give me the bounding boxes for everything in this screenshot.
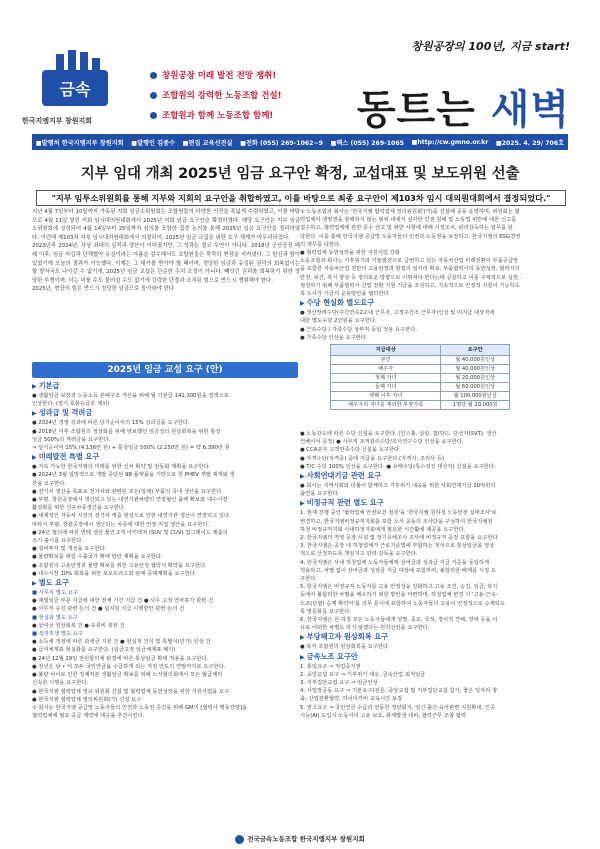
list-item: 의 책무를 다한다.	[300, 241, 341, 248]
list-item: ● 노동강도에 따른 수당 신설을 요구한다. (인스톨, 실링, 갭/단드, 단선자(SVT), 생산	[300, 431, 497, 437]
list-item: ● 한국지엠 협력업체 정의위원회(가) 신설 요구	[32, 696, 142, 703]
intro-column	[32, 208, 300, 294]
triangle-icon: ▶	[32, 454, 39, 462]
list-item: 3. 지부집단교섭 요구 ⇒ 임금인상	[300, 680, 378, 687]
subhead-quote: "지부 임투소위원회를 통해 지부와 지회의 요구안을 취합하였고, 이를 바탕으로 최종 요구안이 제103차 임시 대의원대회에서 결정되었다."	[36, 190, 566, 206]
list-item: 인상한다. (정기 호봉승급분 제외)	[32, 401, 110, 408]
list-item: ● 불량 차이로 인한 징계처분 생활임금 확보를 위해 노사협의회에서 모든 월급제의	[32, 672, 223, 679]
list-item: ● 2018년 이후 조합원의 정상화를 위해 양보했던 임금성의 원상회복을 위한 통상	[32, 428, 221, 435]
list-item: ● 조합원의 고용안정과 물량 확보를 위한 고용안정 협약서 확약을 요구한다.	[32, 562, 207, 569]
sub-heading: ■ 사무직 별도 요구	[32, 590, 78, 597]
list-item: 2. 한국지엠의 직영 공장 시설 및 정기유해조사 조사에 비정규직 공정 포함을 요구한다.	[300, 535, 500, 542]
list-item: ● 2024년 경영 성과에 따른 당기순이익의 15% 성과급을 요구한다.	[32, 420, 190, 427]
triangle-icon: ▶	[300, 500, 307, 508]
list-item: 변경하고, 한국지엠비정규직지회를 포함 노사 공동의 조사단을 구성하여 한국지엠원	[300, 518, 493, 525]
list-item: 력업체의 생명권을 침해하지 않는 범위 내에서 심각한 인권 침해 및 노동법 위반에 대한 신고를	[300, 217, 517, 224]
intro-paragraph: 지난 4월 7일부터 10일까지 가동된 지회 임금소위원회는 조합원들의 다양한 의견을 폭넓게 수렴하였고, 이를 바탕으로 4월 11일 열린 지회 임시대의원대회에서 2025년 지회 임금 요구안을 확정하였다. 해당 요구안은 지부 임금소위원회에 상정되어 4월 14일부터 25일까지 심의를 포함한 집중 논의를 통해 2025년 임금 요구안을 정리하였다. 이런데 제103차 지부 임시대의원대회에서 의결되어, 2025년 임금 교섭을 위한 요구 체계가 마무리되었다.	[32, 209, 300, 241]
list-item: 하청 비정규직지회 사내하청지회에게 필요한 시간활에 제공을 요구한다.	[300, 526, 466, 533]
list-item: ● 자격수당(자격증) 증대 지급을 요구한다.(자격자, 조리사 등)	[300, 455, 445, 462]
list-item: ● 소득세 개정에 따른 과세금 지원 건 ● 현실적 건식 및 특별식(년가) 인상 건	[32, 639, 211, 646]
list-item: ● 사무직 승진 관련 논의 건 ● 팀지원 지급 시행방안 관련 논의 건	[32, 606, 185, 613]
list-item: 6. 한국지엠은 원·하청 모든 노동자들에게 성별, 종교, 국적, 정치적 견해, 장애 등을 이	[300, 617, 498, 624]
list-item: ● 지속 가능한 한국지엠의 미래를 위한 신차 확약 및 전동화 계획을 요구한다.	[32, 464, 211, 471]
table-row: 배우자외 자녀를 제외한 부양가족 1명당 월 20,000원	[331, 401, 510, 410]
list-item: 적으로 산정하도록 책임지고 관리·감독을 요구한다.	[300, 551, 418, 558]
demand-list-left	[32, 381, 298, 720]
list-item: 활성화를 위한 신규차종생산을 요구한다.	[32, 505, 126, 512]
list-item: 노조(단협) 승계 확약서'를 의무 문서에 포함하여 노동자들의 고용이 안정적으로 승계되도	[300, 600, 505, 607]
list-item: 출, 산업전환협약, 하이디카비 교육시간 보장	[300, 696, 403, 703]
list-item: 협력업체에 필요 공급 계약에 대응을 추진시킨다.	[32, 713, 145, 720]
svg-text:금속: 금속	[59, 80, 91, 99]
section-heading: ▶ 기본급	[32, 381, 60, 390]
section-heading: ▶ 수당 현실화 별도요구	[300, 298, 375, 308]
list-item: 당한다. 이를 통해 한국지엠 공급망 노동자들의 인권과 노동권을 보장하고, 한국지엠의 ESG경영	[300, 233, 521, 240]
list-item: ● 생활임금 보장과 노동소득 분배구조 개선을 위해 월 기본급 141,300원을 정액으로	[32, 393, 229, 399]
list-item: ● 가족수당 인상을 요구한다.	[300, 334, 368, 341]
triangle-icon: ▶	[300, 473, 307, 481]
list-item: 록 명문화를 요구한다.	[300, 608, 352, 615]
list-item: ● 회사는 지역사회와 더불어 함께하고 기후위기 대응을 위한 사회연대기금 10억원의	[300, 483, 496, 490]
demand-list-right-lower	[300, 430, 568, 720]
list-item: 1. 현재 진행 중인 '협력업체 안전보건 점검'을 '한국지엠 원하청 노동안전 실태조사'로	[300, 510, 497, 517]
list-item: ● 재벌임금 부문 지급에 대한 전체 기간 지급 건 ● 사무 고정 연차휴가 관련 건	[32, 598, 214, 605]
list-item: ● 24년 협의에 따른 연래 생산 물인 2개 아키텍쳐 (SUV 및 CUV) 업그레이드 제품의	[32, 529, 228, 536]
list-item: 조기 출시를 요구한다.	[32, 538, 84, 545]
list-item: ⇒ 당기순이익 15% (4,136만 원) + 통상임금 500% (2,250만 원) = 약 6,390만 원	[32, 445, 230, 452]
table-row: 첫째 자녀 월 20,000원인상	[331, 374, 510, 383]
headline: 지부 임대 개최 2025년 임금 요구안 확정, 교섭대표 및 보도위원 선출	[80, 166, 520, 182]
table-header: 지급대상	[331, 345, 441, 356]
list-item: 점검하기 위해 부품협력사 산업 전환 지원 기금을 조성하고, 지속적으로 안정적 지원이 가능하도	[300, 282, 520, 289]
list-item: ● 물량확보를 위한 수출국가 확대 방안 계획을 요구한다.	[32, 554, 163, 561]
table-header: 요구안	[441, 345, 510, 356]
list-item: ● 급여체계표 현실화를 요구한다. (임금고정 임금체계표 폐지)	[32, 647, 176, 654]
triangle-icon: ▶	[32, 383, 39, 390]
table-row: 본인 월 40,000원인상	[331, 356, 510, 365]
sub-heading: ■ 복리후생 별도 요구	[32, 631, 83, 638]
org-name: 한국지엠지부 창원지회	[22, 117, 93, 125]
allowance-table-wrap	[300, 341, 568, 413]
section-heading: ▶ 미래발전 특별 요구	[32, 452, 100, 462]
section-heading: ▶ 성과급 및 격려금	[32, 408, 93, 418]
list-item: 5. 권고요구 ⇒ 국민연금 수급과 연동한 정년회지, 임신·출산·육아관련 지원확대, 인공	[300, 704, 496, 711]
union-mark-icon	[235, 835, 244, 844]
list-item: ● 전기차 생산을 목표로 전기차와 관련된 모든(일체) 부품의 국내 생산을 요구한다	[32, 488, 222, 495]
list-item: ● 복직 조합원의 원상회복을 요구한다.	[300, 644, 390, 651]
union-logo-icon	[40, 48, 110, 114]
list-item: 출연을 요구한다.	[300, 491, 340, 498]
table-row: 배우자 월 40,000원인상	[331, 365, 510, 374]
publication-info-bar: ■발행처 한국지엠지부 창원지회 ■발행인 김종수 ■편집 교육선전실 ■전화 (055) 269-1062~9 ■팩스 (055) 269-1065 ■http://cw.gmno.or.kr ■2025. 4. 29/ 706호	[32, 134, 568, 150]
motto-list	[150, 66, 282, 126]
section-heading: ▶ 비정규직 관련 별도 요구	[300, 498, 384, 508]
list-item: 을 포함한 자동차산업 전반의 고용안정과 양질의 일자리 확보, 부품협력사의 동반성장, 협력사의	[300, 266, 520, 273]
list-item: 3. 한국지엠은 공장 내 하청업체가 근로기준법에 부합하는 정식으로 통상임금을 정상	[300, 543, 495, 550]
list-item: ② 노동조합과 회사는 '한국지엠 협력업체 정의위원회'(가)를 신설해 공동 운영하며, 위원회는 협	[300, 209, 520, 215]
masthead	[0, 0, 600, 152]
list-item: ● 정년은 남 • 여 모두 국민연금을 수급하게 되는 직전 연도의 연말까지로 요구한다.	[32, 663, 226, 670]
table-row: 둘째 자녀 월 60,000원인상	[331, 383, 510, 392]
section-heading: ▶ 금속노조 요구안	[300, 651, 358, 661]
list-item: 안전, 보건, 복지 향상 등 정의로운 방향으로 이뤄져야 한다는데 공감하고 이를 구체적으로 실현 ·	[300, 274, 522, 281]
list-item: 컨베이어 공정) ● 사무직 조직관리수당/조사연구수당 인상을 요구한다.	[300, 439, 464, 446]
list-item: ● 부평, 창원공장에서 생산되고 있는 내연기관차량의 연장형인 플랫 확보와 내수시장	[32, 497, 228, 504]
list-item: 산을 요구한다.	[32, 480, 67, 487]
demand-list-right	[300, 208, 568, 342]
list-item: 1. 통일요구 ⇒ 직업중지권	[300, 663, 361, 670]
triangle-icon: ▶	[32, 580, 39, 588]
list-item: 2. 중앙교섭 요구 ⇒ 기후위기 대응, 금속산업 최저임금	[300, 671, 426, 678]
list-item: 대한 별도수당 2만원을 요구한다.	[300, 318, 377, 325]
list-item: 5. 한국지엠은 비정규직 노동자를 고용 안정성을 강화하고 고용 조건, 승진, 임금, 복지	[300, 584, 498, 591]
list-item: ● 상여금 원상회복 건 ● 유류비 복원 건	[32, 622, 125, 629]
list-item: 4. 사업장공동 요구 ⇒ 기본요구(전문, 중앙교섭 및 지부집단교섭 참가, 좋은 일자리 창	[300, 688, 498, 695]
list-item: 신속한 시행을 요구한다.	[32, 680, 89, 687]
list-item: ● 협력업체 동반성장을 위한 지원사업 강화	[300, 250, 401, 257]
intro-paragraph: 2023년과 2024년, 사상 최대의 실적과 생산이 이어졌지만, 그 성과는 결코 우연이 아니다. 2018년 군산공장 폐쇄 이후, 임금 삭감과 단체협약 유실이라는 아픔을 감수해서도 조합원들은 묵묵히 현장을 지켜냈다. 그 헌신과 땀이 있었기에 오늘의 결과가 가능했다. 이제는 그 대가를 받아야 할 때이며, 정당한 임금과 유실된 권리의 회복없이는 할 발자국도 나아갈 수 없기에, 2025년 임금 교섭은 단순한 수치 조정이 아니다. 빼앗긴 권리를 회복하기 위한 정당한 투쟁이며, 더는 미룰 수도 물러설 수도 없기에 강력한 단결과 조직된 힘으로 반드시 쟁취해야 한다.	[32, 243, 300, 284]
table-row: 셋째 이후 자녀 월 100,000원인상	[331, 392, 510, 401]
list-item: ● CCA분부 고객만족수당 신설을 요구한다.	[300, 447, 401, 454]
list-item: 등에서 불합리한 차별을 해소하기 위한 방안을 마련하며, 하청업체 변경 시 '고용-근속-	[300, 592, 498, 599]
bullet-icon	[150, 92, 157, 99]
triangle-icon: ▶	[32, 410, 39, 418]
list-item: ● 생산장려수당(주간연속2교대 근무자, 고정주간조 근무자)인상 및 미지급 대상자에	[300, 310, 495, 317]
sub-heading: ■ 현실화 별도 요구	[32, 614, 78, 621]
list-item: 록 노사가 기금의 운용방안을 협의한다	[300, 291, 389, 298]
triangle-icon: ▶	[300, 634, 307, 642]
list-item: ● 설비투자 및 개선을 요구한다.	[32, 546, 107, 553]
list-item: 4. 한국지엠은 사내 하청업체 노동자들에게 상여금과 성과급 지급 기준을 동일하게	[300, 559, 490, 566]
motto-item: 조합원과 함께 노동조합 함께!	[150, 106, 282, 126]
newsletter-title: 동트는 새벽	[356, 87, 570, 133]
list-item: ● 24년 12월 19일 전원합의체 판결에 따른 통상임금 확대 적용을 요구한다.	[32, 655, 209, 662]
list-item: 유로 어떠한 차별도 하지 않겠다는 원칙선언을 요구한다.	[300, 625, 430, 632]
list-item: 노동조합과 회사는 기후위기와 기술발전으로 급변하고 있는 자동차산업 미래전환이 부품공급망	[300, 258, 519, 265]
list-item: ● 세계적인 자동차 시장의 전기차 캐즘 현상으로 인한 내연기관 생산이 연장되고 있다.	[32, 513, 231, 520]
section-title: 2025년 임금 교섭 요구 (안)	[32, 362, 298, 378]
intro-paragraph: 2025년, 현장의 힘은 반드시 정당한 임금으로 돌아와야 한다.	[32, 286, 176, 293]
list-item: ① 회사는 한국지엠 공급망 노동자들의 인권과 노동권 증진을 위해 GM의 [협력사 행동강령]을	[32, 704, 248, 711]
bullet-icon	[150, 112, 157, 119]
bullet-icon	[150, 72, 157, 79]
list-item: ● 내수시장 10% 회복을 위한 포토트라오와 판매 증대계획을 요구한다.	[32, 570, 197, 577]
list-item: 지능(AI) 도입시 노동자의 고용 보호, 화재발생 대비, 협력근무 조합 협력	[300, 712, 466, 719]
list-item: ● 2024년 3월 일방적으로 개발 중단된 9B 플랫폼을 기반으로 한 PHEV 개발 재개와 생	[32, 472, 235, 479]
list-item: 적용하고, 차별 없이 상여금과 성과금 지급 대상에 포함하며, 불합리한 배제를 시정 요	[300, 567, 496, 574]
motto-item: 창원공장 미래 발전 전망 쟁취!	[150, 66, 282, 86]
triangle-icon: ▶	[300, 300, 307, 308]
list-item: 따라서 부평, 창원공장에서 생산되는 차종에 대한 연장 직접 생산을 요구한다.	[32, 521, 210, 528]
triangle-icon: ▶	[300, 653, 307, 661]
list-item: ● 한국지엠 협력업체 정규 위원회 신설 및 협력업체 동반성장을 위한 지원사업을 요구	[32, 688, 230, 695]
section-heading: ▶ 부당해고자 원상회복 요구	[300, 632, 389, 642]
top-slogan: 창원공장의 100년, 지금 start!	[411, 40, 570, 53]
footer: 전국금속노동조합 한국지엠지부 창원지회	[0, 834, 600, 844]
allowance-table	[330, 344, 510, 410]
list-item: ● 근속수당 / 가족수당 상부직 동일 적용 요구한다.	[300, 326, 418, 333]
list-item: 임금 500%의 격려금을 요구한다.	[32, 436, 111, 443]
list-item: 접수하고, 협력업체에 관한 준수 권고 및 위반 사항에 대해 시정조치, 관리감독하는 업무를 담	[300, 225, 513, 232]
website-link[interactable]: ■http://cw.gmno.or.kr	[411, 138, 489, 146]
section-heading: ▶ 사회연대기금 관련 요구	[300, 471, 382, 481]
list-item: ● T/C 수당 100% 인상을 요구한다. ● 유해수당(특수검진 대상자) 신설을 요구한다.	[300, 463, 496, 470]
section-heading: ▶ 별도 요구	[32, 578, 69, 588]
motto-item: 조합원의 강력한 노동조합 건설!	[150, 86, 282, 106]
list-item: 구한다.	[300, 576, 318, 583]
